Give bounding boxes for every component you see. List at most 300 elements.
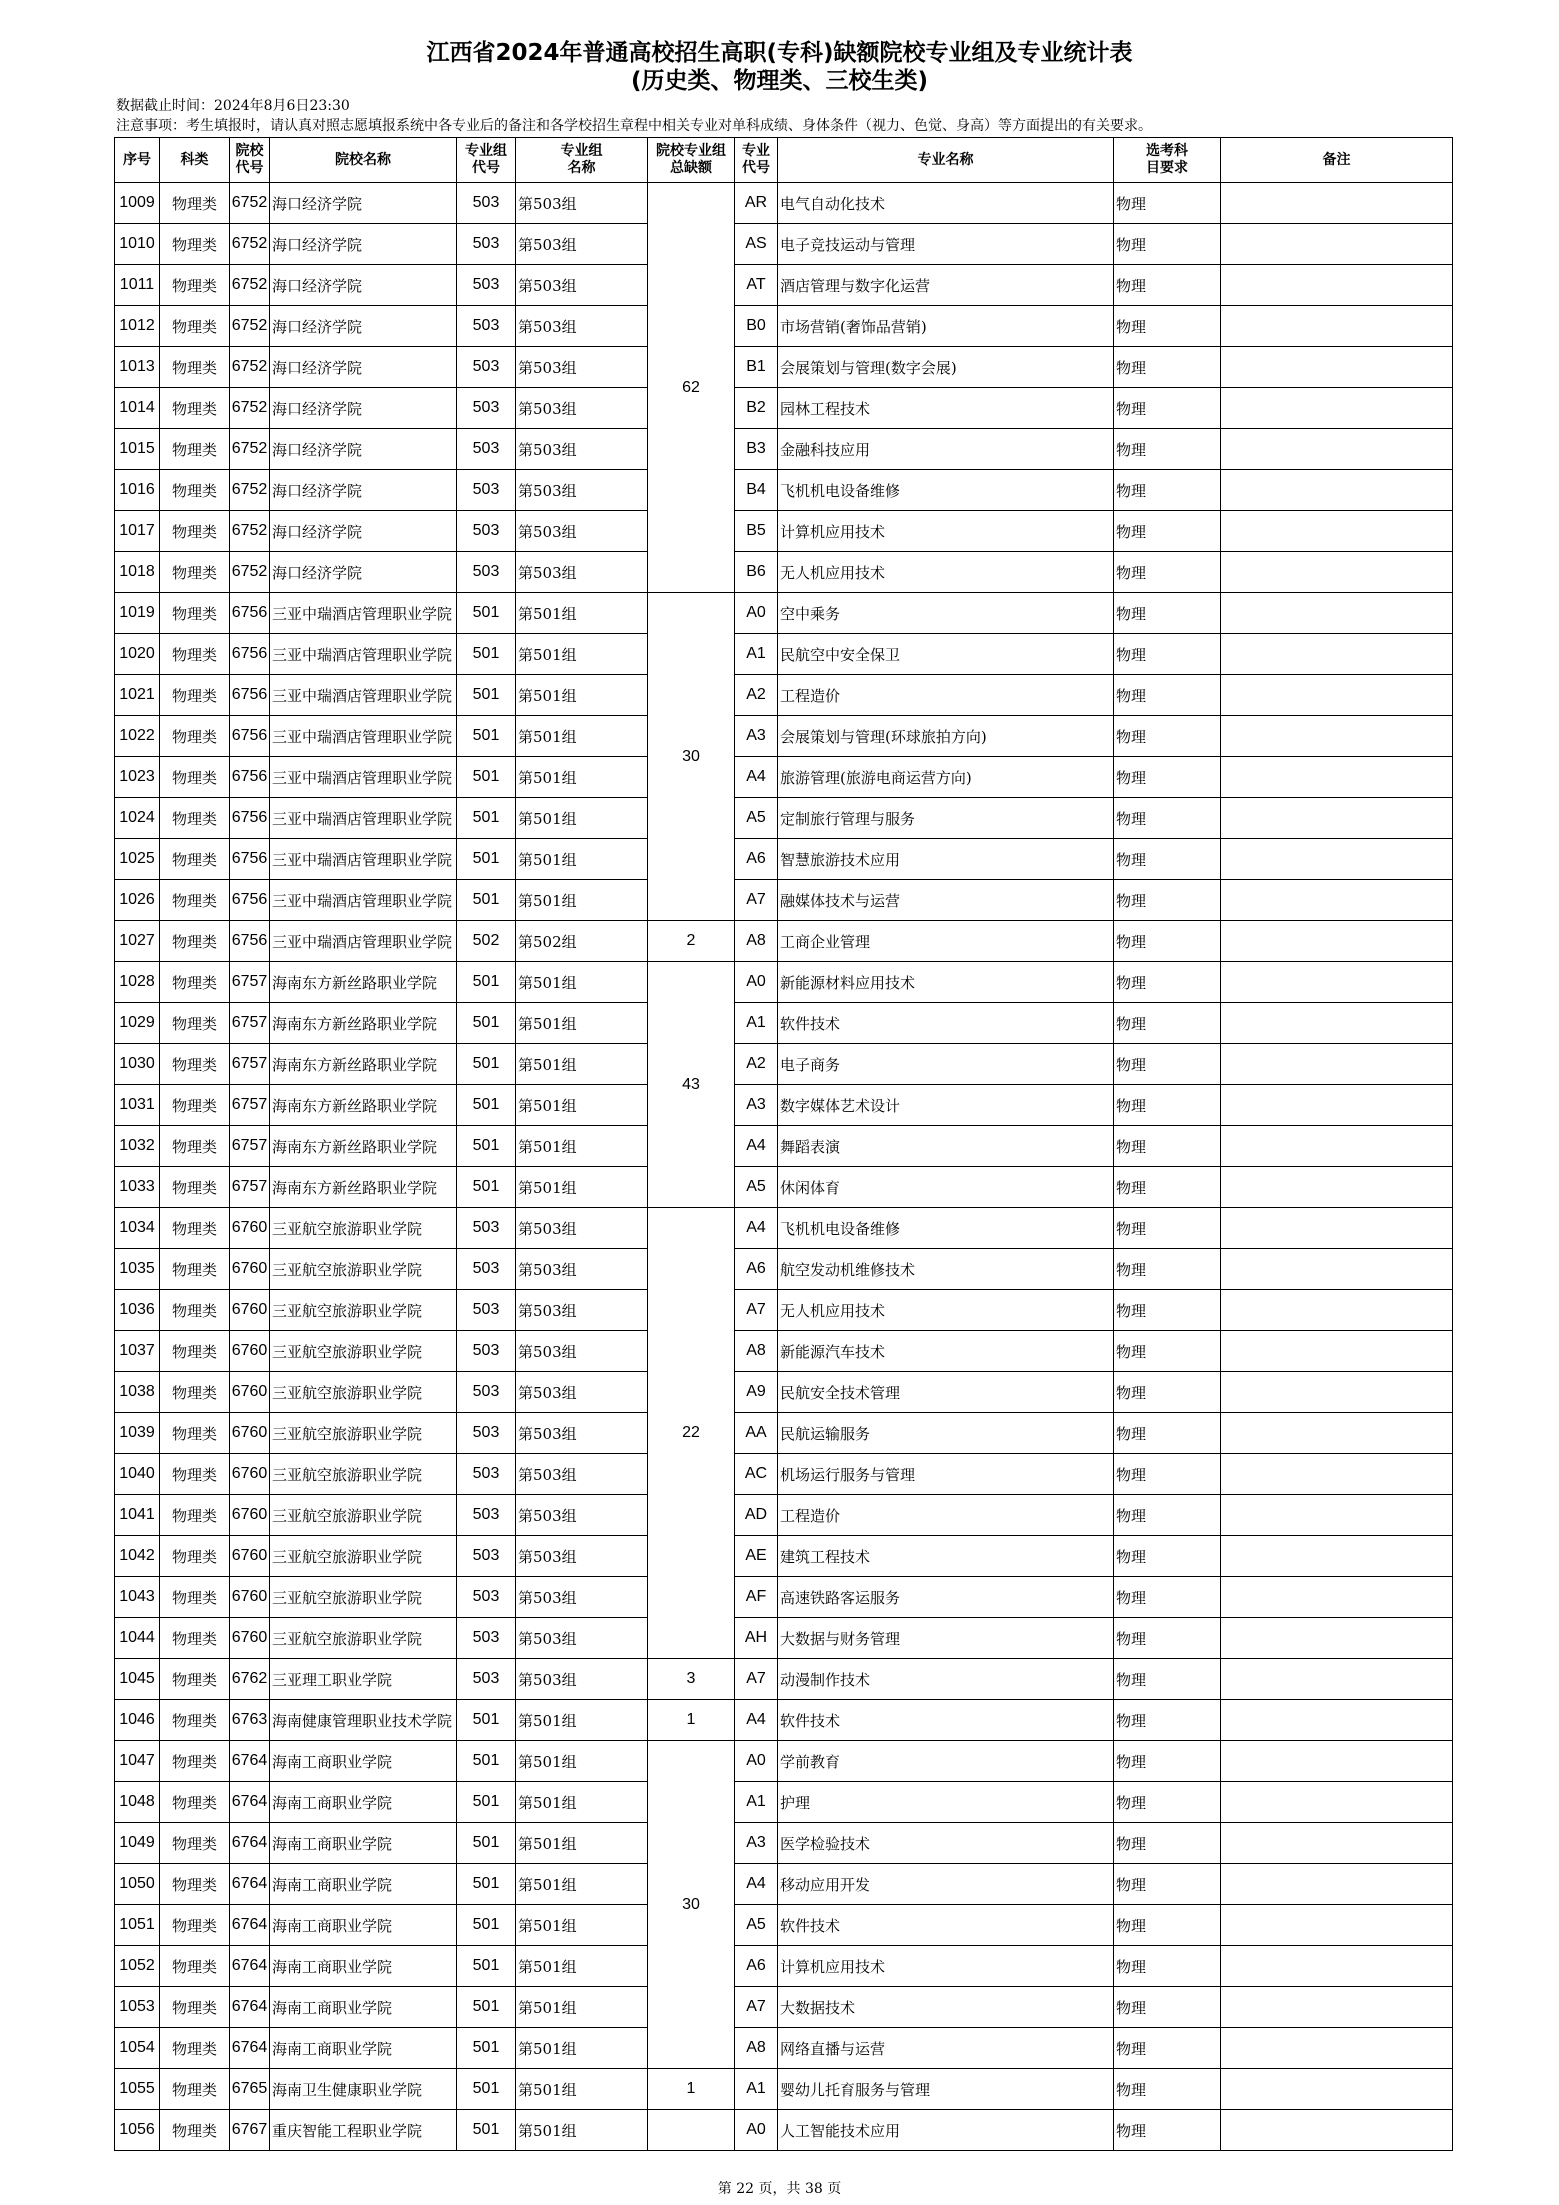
category-cell: 物理类 [160, 1085, 230, 1126]
table-row [115, 1208, 1453, 1249]
seq-cell: 1015 [115, 429, 160, 470]
major-name-cell: 航空发动机维修技术 [778, 1249, 1114, 1290]
major-name-cell: 空中乘务 [778, 593, 1114, 634]
school-code-cell: 6756 [230, 757, 270, 798]
school-code-cell: 6760 [230, 1413, 270, 1454]
table-row [115, 1126, 1453, 1167]
remark-cell [1221, 798, 1453, 839]
major-code-cell: A7 [735, 1987, 778, 2028]
school-name-cell: 三亚航空旅游职业学院 [270, 1454, 457, 1495]
subject-req-cell: 物理 [1114, 306, 1221, 347]
major-code-cell: A4 [735, 757, 778, 798]
school-name-cell: 海南工商职业学院 [270, 1782, 457, 1823]
major-code-cell: AA [735, 1413, 778, 1454]
group-name-cell: 第503组 [516, 1495, 648, 1536]
remark-cell [1221, 1741, 1453, 1782]
category-cell: 物理类 [160, 1618, 230, 1659]
vacancy-table [114, 137, 1453, 2151]
table-row [115, 921, 1453, 962]
category-cell: 物理类 [160, 921, 230, 962]
group-name-cell: 第503组 [516, 552, 648, 593]
table-row [115, 2110, 1453, 2151]
group-name-cell: 第503组 [516, 224, 648, 265]
major-code-cell: AT [735, 265, 778, 306]
major-name-cell: 软件技术 [778, 1905, 1114, 1946]
school-name-cell: 海南东方新丝路职业学院 [270, 962, 457, 1003]
group-name-cell: 第503组 [516, 1659, 648, 1700]
subject-req-cell: 物理 [1114, 552, 1221, 593]
school-name-cell: 海口经济学院 [270, 183, 457, 224]
school-code-cell: 6757 [230, 1003, 270, 1044]
group-code-cell: 501 [457, 1167, 516, 1208]
major-name-cell: 定制旅行管理与服务 [778, 798, 1114, 839]
group-name-cell: 第503组 [516, 1454, 648, 1495]
category-cell: 物理类 [160, 388, 230, 429]
group-code-cell: 503 [457, 1577, 516, 1618]
school-code-cell: 6752 [230, 224, 270, 265]
group-name-cell: 第501组 [516, 1167, 648, 1208]
remark-cell [1221, 552, 1453, 593]
subject-req-cell: 物理 [1114, 1208, 1221, 1249]
group-code-cell: 503 [457, 1331, 516, 1372]
remark-cell [1221, 1577, 1453, 1618]
school-name-cell: 海南卫生健康职业学院 [270, 2069, 457, 2110]
seq-cell: 1048 [115, 1782, 160, 1823]
major-name-cell: 高速铁路客运服务 [778, 1577, 1114, 1618]
header-remark: 备注 [1221, 138, 1453, 183]
group-code-cell: 501 [457, 1946, 516, 1987]
table-row [115, 183, 1453, 224]
remark-cell [1221, 347, 1453, 388]
table-row [115, 1085, 1453, 1126]
school-code-cell: 6756 [230, 716, 270, 757]
major-name-cell: 护理 [778, 1782, 1114, 1823]
seq-cell: 1012 [115, 306, 160, 347]
header-subject-req: 选考科 目要求 [1114, 138, 1221, 183]
group-name-cell: 第501组 [516, 962, 648, 1003]
remark-cell [1221, 1044, 1453, 1085]
school-name-cell: 海口经济学院 [270, 470, 457, 511]
subject-req-cell: 物理 [1114, 1659, 1221, 1700]
school-name-cell: 三亚中瑞酒店管理职业学院 [270, 839, 457, 880]
major-code-cell: B1 [735, 347, 778, 388]
subject-req-cell: 物理 [1114, 839, 1221, 880]
table-row [115, 1044, 1453, 1085]
school-code-cell: 6764 [230, 2028, 270, 2069]
major-name-cell: 计算机应用技术 [778, 1946, 1114, 1987]
school-name-cell: 三亚航空旅游职业学院 [270, 1413, 457, 1454]
subject-req-cell: 物理 [1114, 1618, 1221, 1659]
category-cell: 物理类 [160, 1454, 230, 1495]
group-code-cell: 502 [457, 921, 516, 962]
group-code-cell: 503 [457, 511, 516, 552]
seq-cell: 1027 [115, 921, 160, 962]
table-row [115, 1331, 1453, 1372]
seq-cell: 1038 [115, 1372, 160, 1413]
page-title: 江西省2024年普通高校招生高职(专科)缺额院校专业组及专业统计表 [426, 40, 1133, 66]
major-code-cell: A8 [735, 921, 778, 962]
group-vacancy-cell: 30 [648, 593, 735, 921]
school-code-cell: 6760 [230, 1618, 270, 1659]
group-vacancy-cell [648, 2110, 735, 2151]
seq-cell: 1039 [115, 1413, 160, 1454]
school-code-cell: 6764 [230, 1864, 270, 1905]
table-row [115, 716, 1453, 757]
category-cell: 物理类 [160, 1413, 230, 1454]
major-name-cell: 民航安全技术管理 [778, 1372, 1114, 1413]
remark-cell [1221, 1454, 1453, 1495]
major-code-cell: A5 [735, 1905, 778, 1946]
group-name-cell: 第501组 [516, 1905, 648, 1946]
group-name-cell: 第503组 [516, 429, 648, 470]
table-row [115, 2069, 1453, 2110]
seq-cell: 1030 [115, 1044, 160, 1085]
remark-cell [1221, 1249, 1453, 1290]
school-name-cell: 三亚航空旅游职业学院 [270, 1536, 457, 1577]
major-code-cell: A0 [735, 593, 778, 634]
major-name-cell: 建筑工程技术 [778, 1536, 1114, 1577]
subject-req-cell: 物理 [1114, 1003, 1221, 1044]
seq-cell: 1020 [115, 634, 160, 675]
table-row [115, 1495, 1453, 1536]
seq-cell: 1043 [115, 1577, 160, 1618]
school-code-cell: 6762 [230, 1659, 270, 1700]
major-code-cell: A7 [735, 1659, 778, 1700]
table-row [115, 1413, 1453, 1454]
seq-cell: 1025 [115, 839, 160, 880]
table-row [115, 1577, 1453, 1618]
subject-req-cell: 物理 [1114, 2110, 1221, 2151]
remark-cell [1221, 1003, 1453, 1044]
table-row [115, 1905, 1453, 1946]
category-cell: 物理类 [160, 798, 230, 839]
remark-cell [1221, 511, 1453, 552]
major-code-cell: A5 [735, 798, 778, 839]
group-name-cell: 第501组 [516, 2110, 648, 2151]
school-code-cell: 6757 [230, 1044, 270, 1085]
major-code-cell: A4 [735, 1208, 778, 1249]
category-cell: 物理类 [160, 716, 230, 757]
category-cell: 物理类 [160, 1577, 230, 1618]
subject-req-cell: 物理 [1114, 1126, 1221, 1167]
header-category: 科类 [160, 138, 230, 183]
remark-cell [1221, 1126, 1453, 1167]
subject-req-cell: 物理 [1114, 634, 1221, 675]
category-cell: 物理类 [160, 1864, 230, 1905]
header-seq: 序号 [115, 138, 160, 183]
school-name-cell: 海口经济学院 [270, 511, 457, 552]
seq-cell: 1024 [115, 798, 160, 839]
remark-cell [1221, 716, 1453, 757]
group-name-cell: 第503组 [516, 470, 648, 511]
remark-cell [1221, 675, 1453, 716]
group-code-cell: 501 [457, 1085, 516, 1126]
major-name-cell: 会展策划与管理(环球旅拍方向) [778, 716, 1114, 757]
major-code-cell: A0 [735, 2110, 778, 2151]
school-code-cell: 6760 [230, 1454, 270, 1495]
major-name-cell: 婴幼儿托育服务与管理 [778, 2069, 1114, 2110]
group-code-cell: 501 [457, 2069, 516, 2110]
school-code-cell: 6760 [230, 1577, 270, 1618]
category-cell: 物理类 [160, 1003, 230, 1044]
major-code-cell: A1 [735, 2069, 778, 2110]
table-row [115, 1782, 1453, 1823]
table-row [115, 798, 1453, 839]
subject-req-cell: 物理 [1114, 675, 1221, 716]
remark-cell [1221, 1208, 1453, 1249]
subject-req-cell: 物理 [1114, 1700, 1221, 1741]
table-row [115, 470, 1453, 511]
school-name-cell: 三亚航空旅游职业学院 [270, 1495, 457, 1536]
major-code-cell: A0 [735, 962, 778, 1003]
subject-req-cell: 物理 [1114, 1946, 1221, 1987]
remark-cell [1221, 1905, 1453, 1946]
group-code-cell: 501 [457, 675, 516, 716]
table-row [115, 1618, 1453, 1659]
remark-cell [1221, 1536, 1453, 1577]
group-code-cell: 501 [457, 1044, 516, 1085]
category-cell: 物理类 [160, 1290, 230, 1331]
group-name-cell: 第501组 [516, 1085, 648, 1126]
major-code-cell: A6 [735, 1249, 778, 1290]
header-major-code: 专业 代号 [735, 138, 778, 183]
category-cell: 物理类 [160, 2069, 230, 2110]
group-name-cell: 第503组 [516, 1249, 648, 1290]
group-name-cell: 第503组 [516, 1536, 648, 1577]
group-code-cell: 503 [457, 1495, 516, 1536]
school-code-cell: 6765 [230, 2069, 270, 2110]
school-name-cell: 三亚中瑞酒店管理职业学院 [270, 716, 457, 757]
school-name-cell: 海南东方新丝路职业学院 [270, 1167, 457, 1208]
remark-cell [1221, 962, 1453, 1003]
school-code-cell: 6767 [230, 2110, 270, 2151]
school-code-cell: 6756 [230, 798, 270, 839]
subject-req-cell: 物理 [1114, 1987, 1221, 2028]
category-cell: 物理类 [160, 1905, 230, 1946]
seq-cell: 1036 [115, 1290, 160, 1331]
table-row [115, 1946, 1453, 1987]
group-code-cell: 503 [457, 470, 516, 511]
header-school-code: 院校 代号 [230, 138, 270, 183]
school-name-cell: 海南东方新丝路职业学院 [270, 1085, 457, 1126]
group-vacancy-cell: 22 [648, 1208, 735, 1659]
subject-req-cell: 物理 [1114, 1741, 1221, 1782]
school-code-cell: 6763 [230, 1700, 270, 1741]
major-name-cell: 移动应用开发 [778, 1864, 1114, 1905]
category-cell: 物理类 [160, 1208, 230, 1249]
remark-cell [1221, 1495, 1453, 1536]
table-row [115, 1823, 1453, 1864]
major-name-cell: 新能源汽车技术 [778, 1331, 1114, 1372]
seq-cell: 1016 [115, 470, 160, 511]
group-code-cell: 503 [457, 306, 516, 347]
group-code-cell: 501 [457, 1823, 516, 1864]
subject-req-cell: 物理 [1114, 1331, 1221, 1372]
major-name-cell: 金融科技应用 [778, 429, 1114, 470]
category-cell: 物理类 [160, 1167, 230, 1208]
remark-cell [1221, 1167, 1453, 1208]
group-name-cell: 第501组 [516, 2028, 648, 2069]
group-name-cell: 第502组 [516, 921, 648, 962]
subject-req-cell: 物理 [1114, 716, 1221, 757]
group-name-cell: 第503组 [516, 1331, 648, 1372]
table-row [115, 552, 1453, 593]
school-code-cell: 6760 [230, 1249, 270, 1290]
seq-cell: 1023 [115, 757, 160, 798]
major-name-cell: 智慧旅游技术应用 [778, 839, 1114, 880]
group-code-cell: 503 [457, 1454, 516, 1495]
school-code-cell: 6756 [230, 921, 270, 962]
school-name-cell: 三亚航空旅游职业学院 [270, 1577, 457, 1618]
subject-req-cell: 物理 [1114, 880, 1221, 921]
school-name-cell: 三亚中瑞酒店管理职业学院 [270, 593, 457, 634]
school-name-cell: 海南东方新丝路职业学院 [270, 1126, 457, 1167]
major-name-cell: 电子竞技运动与管理 [778, 224, 1114, 265]
seq-cell: 1009 [115, 183, 160, 224]
seq-cell: 1032 [115, 1126, 160, 1167]
seq-cell: 1011 [115, 265, 160, 306]
group-name-cell: 第503组 [516, 1618, 648, 1659]
group-code-cell: 503 [457, 429, 516, 470]
school-code-cell: 6757 [230, 1085, 270, 1126]
remark-cell [1221, 2069, 1453, 2110]
group-name-cell: 第501组 [516, 1864, 648, 1905]
page-subtitle: (历史类、物理类、三校生类) [630, 68, 929, 94]
major-code-cell: A8 [735, 1331, 778, 1372]
major-code-cell: AH [735, 1618, 778, 1659]
remark-cell [1221, 1085, 1453, 1126]
subject-req-cell: 物理 [1114, 511, 1221, 552]
major-name-cell: 电子商务 [778, 1044, 1114, 1085]
remark-cell [1221, 1413, 1453, 1454]
major-name-cell: 酒店管理与数字化运营 [778, 265, 1114, 306]
school-name-cell: 海南东方新丝路职业学院 [270, 1044, 457, 1085]
group-name-cell: 第501组 [516, 1782, 648, 1823]
school-name-cell: 海口经济学院 [270, 552, 457, 593]
category-cell: 物理类 [160, 634, 230, 675]
major-code-cell: AS [735, 224, 778, 265]
seq-cell: 1021 [115, 675, 160, 716]
table-row [115, 757, 1453, 798]
category-cell: 物理类 [160, 1331, 230, 1372]
major-code-cell: A3 [735, 1085, 778, 1126]
school-code-cell: 6760 [230, 1495, 270, 1536]
major-name-cell: 医学检验技术 [778, 1823, 1114, 1864]
group-name-cell: 第501组 [516, 2069, 648, 2110]
subject-req-cell: 物理 [1114, 2028, 1221, 2069]
major-code-cell: A6 [735, 1946, 778, 1987]
seq-cell: 1017 [115, 511, 160, 552]
group-name-cell: 第503组 [516, 183, 648, 224]
group-code-cell: 501 [457, 1987, 516, 2028]
major-code-cell: B0 [735, 306, 778, 347]
major-name-cell: 无人机应用技术 [778, 1290, 1114, 1331]
group-code-cell: 501 [457, 880, 516, 921]
group-name-cell: 第501组 [516, 1987, 648, 2028]
subject-req-cell: 物理 [1114, 1372, 1221, 1413]
school-name-cell: 三亚中瑞酒店管理职业学院 [270, 634, 457, 675]
remark-cell [1221, 839, 1453, 880]
school-code-cell: 6764 [230, 1946, 270, 1987]
major-name-cell: 市场营销(奢饰品营销) [778, 306, 1114, 347]
group-code-cell: 501 [457, 1905, 516, 1946]
major-name-cell: 舞蹈表演 [778, 1126, 1114, 1167]
school-name-cell: 海南工商职业学院 [270, 1864, 457, 1905]
category-cell: 物理类 [160, 306, 230, 347]
group-name-cell: 第501组 [516, 880, 648, 921]
table-row [115, 1741, 1453, 1782]
group-code-cell: 501 [457, 593, 516, 634]
seq-cell: 1014 [115, 388, 160, 429]
major-code-cell: B6 [735, 552, 778, 593]
school-code-cell: 6764 [230, 1905, 270, 1946]
table-row [115, 1536, 1453, 1577]
category-cell: 物理类 [160, 429, 230, 470]
table-row [115, 1659, 1453, 1700]
category-cell: 物理类 [160, 880, 230, 921]
table-row [115, 265, 1453, 306]
remark-cell [1221, 1700, 1453, 1741]
group-name-cell: 第503组 [516, 306, 648, 347]
group-name-cell: 第503组 [516, 1413, 648, 1454]
school-name-cell: 三亚中瑞酒店管理职业学院 [270, 880, 457, 921]
table-row [115, 1372, 1453, 1413]
seq-cell: 1013 [115, 347, 160, 388]
group-code-cell: 503 [457, 183, 516, 224]
school-name-cell: 海口经济学院 [270, 347, 457, 388]
major-code-cell: A6 [735, 839, 778, 880]
category-cell: 物理类 [160, 183, 230, 224]
subject-req-cell: 物理 [1114, 1044, 1221, 1085]
school-name-cell: 三亚航空旅游职业学院 [270, 1372, 457, 1413]
table-row [115, 388, 1453, 429]
school-code-cell: 6756 [230, 675, 270, 716]
seq-cell: 1037 [115, 1331, 160, 1372]
group-code-cell: 501 [457, 1700, 516, 1741]
major-code-cell: A2 [735, 1044, 778, 1085]
group-code-cell: 503 [457, 1536, 516, 1577]
school-code-cell: 6760 [230, 1331, 270, 1372]
major-name-cell: 融媒体技术与运营 [778, 880, 1114, 921]
group-code-cell: 501 [457, 839, 516, 880]
seq-cell: 1040 [115, 1454, 160, 1495]
remark-cell [1221, 429, 1453, 470]
category-cell: 物理类 [160, 1659, 230, 1700]
school-code-cell: 6756 [230, 593, 270, 634]
group-vacancy-cell: 3 [648, 1659, 735, 1700]
major-code-cell: A2 [735, 675, 778, 716]
major-code-cell: A3 [735, 716, 778, 757]
group-vacancy-cell: 1 [648, 1700, 735, 1741]
category-cell: 物理类 [160, 1126, 230, 1167]
table-row [115, 839, 1453, 880]
subject-req-cell: 物理 [1114, 1864, 1221, 1905]
seq-cell: 1045 [115, 1659, 160, 1700]
major-code-cell: A1 [735, 1782, 778, 1823]
school-code-cell: 6764 [230, 1823, 270, 1864]
major-name-cell: 大数据与财务管理 [778, 1618, 1114, 1659]
subject-req-cell: 物理 [1114, 593, 1221, 634]
group-name-cell: 第501组 [516, 716, 648, 757]
table-header-row [115, 138, 1453, 183]
school-name-cell: 三亚中瑞酒店管理职业学院 [270, 921, 457, 962]
category-cell: 物理类 [160, 1987, 230, 2028]
category-cell: 物理类 [160, 2028, 230, 2069]
seq-cell: 1041 [115, 1495, 160, 1536]
subject-req-cell: 物理 [1114, 388, 1221, 429]
major-name-cell: 民航运输服务 [778, 1413, 1114, 1454]
page-footer: 第 22 页，共 38 页 [717, 2181, 842, 2197]
